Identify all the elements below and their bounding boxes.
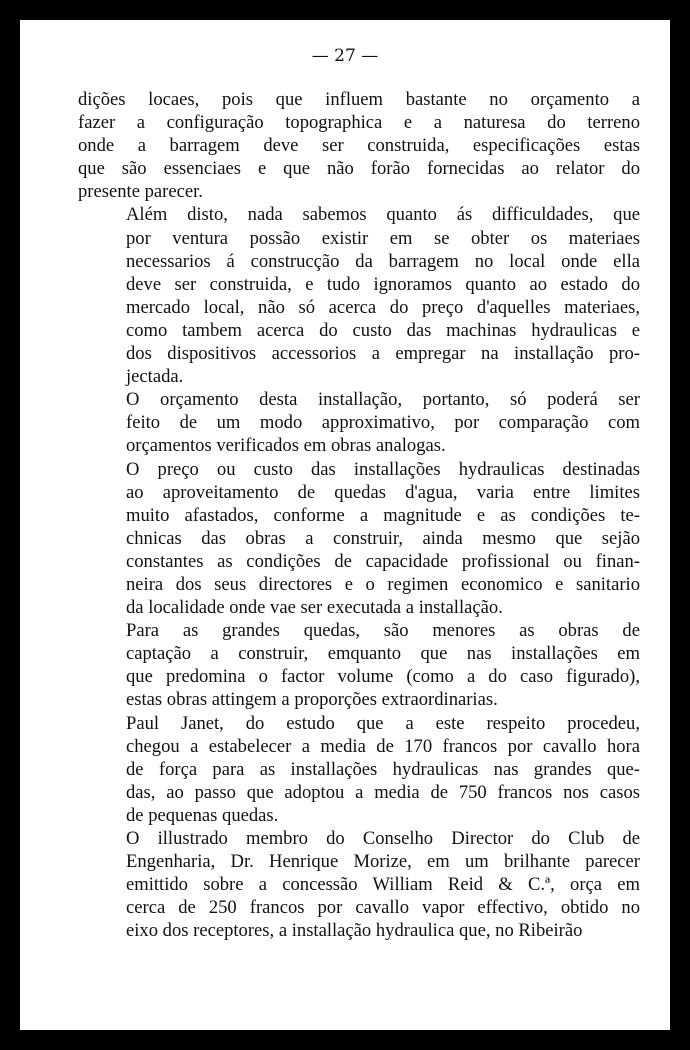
paragraph <box>78 827 640 942</box>
text-line: Engenharia, Dr. Henrique Morize, em um brilhante parecer <box>126 851 640 873</box>
text-line: O orçamento desta installação, portanto, só poderá ser <box>126 389 640 411</box>
paragraph <box>78 203 640 388</box>
text-line: Para as grandes quedas, são menores as obras de <box>126 620 640 642</box>
text-line: chnicas das obras a construir, ainda mesmo que sejão <box>126 527 640 549</box>
text-line: necessarios á construcção da barragem no local onde ella <box>126 250 640 272</box>
text-line: emittido sobre a concessão William Reid & C.ª, orça em <box>126 874 640 896</box>
paragraph <box>78 619 640 711</box>
text-line: O preço ou custo das installações hydraulicas destinadas <box>126 458 640 480</box>
text-line: chegou a estabelecer a media de 170 francos por cavallo hora <box>126 735 640 757</box>
text-line: da localidade onde vae ser executada a installação. <box>126 597 503 619</box>
text-line: onde a barragem deve ser construida, especificações estas <box>78 135 640 157</box>
text-line: O illustrado membro do Conselho Director do Club de <box>126 828 640 849</box>
text-line: constantes as condições de capacidade profissional ou finan- <box>126 550 640 572</box>
text-line: de força para as installações hydraulicas nas grandes que- <box>126 758 640 780</box>
text-line: eixo dos receptores, a installação hydraulica que, no Ribeirão <box>126 920 583 942</box>
document-page <box>20 20 670 1030</box>
text-line: como tambem acerca do custo das machinas hydraulicas e <box>126 319 640 341</box>
text-line: ao aproveitamento de quedas d'agua, varia entre limites <box>126 481 640 503</box>
paragraph <box>78 458 640 620</box>
text-line: Além disto, nada sabemos quanto ás difficuldades, que <box>126 204 640 226</box>
text-line: estas obras attingem a proporções extraordinarias. <box>126 689 498 711</box>
body-text <box>78 88 640 942</box>
paragraph <box>78 88 640 203</box>
text-line: fazer a configuração topographica e a naturesa do terreno <box>78 112 640 134</box>
paragraph <box>78 712 640 827</box>
text-line: muito afastados, conforme a magnitude e as condições te- <box>126 504 640 526</box>
text-line: feito de um modo approximativo, por comparação com <box>126 412 640 434</box>
text-line: presente parecer. <box>78 181 203 203</box>
text-line: orçamentos verificados em obras analogas. <box>126 435 446 457</box>
text-line: dos dispositivos accessorios a empregar na installação pro- <box>126 343 640 365</box>
text-line: mercado local, não só acerca do preço d'aquelles materiaes, <box>126 296 640 318</box>
text-line: de pequenas quedas. <box>126 804 279 826</box>
paragraph <box>78 388 640 457</box>
text-line: Paul Janet, do estudo que a este respeito procedeu, <box>126 712 640 734</box>
text-line: neira dos seus directores e o regimen economico e sanitario <box>126 573 640 595</box>
text-line: das, ao passo que adoptou a media de 750 francos nos casos <box>126 781 640 803</box>
text-line: que predomina o factor volume (como a do caso figurado), <box>126 666 640 688</box>
text-line: dições locaes, pois que influem bastante no orçamento a <box>78 89 640 110</box>
text-line: jectada. <box>126 366 184 388</box>
text-line: que são essenciaes e que não forão fornecidas ao relator do <box>78 158 640 180</box>
text-line: cerca de 250 francos por cavallo vapor effectivo, obtido no <box>126 897 640 919</box>
page-number: — 27 — <box>311 46 379 66</box>
text-line: deve ser construida, e tudo ignoramos quanto ao estado do <box>126 273 640 295</box>
text-line: por ventura possão existir em se obter os materiaes <box>126 227 640 249</box>
text-line: captação a construir, emquanto que nas installações em <box>126 643 640 665</box>
